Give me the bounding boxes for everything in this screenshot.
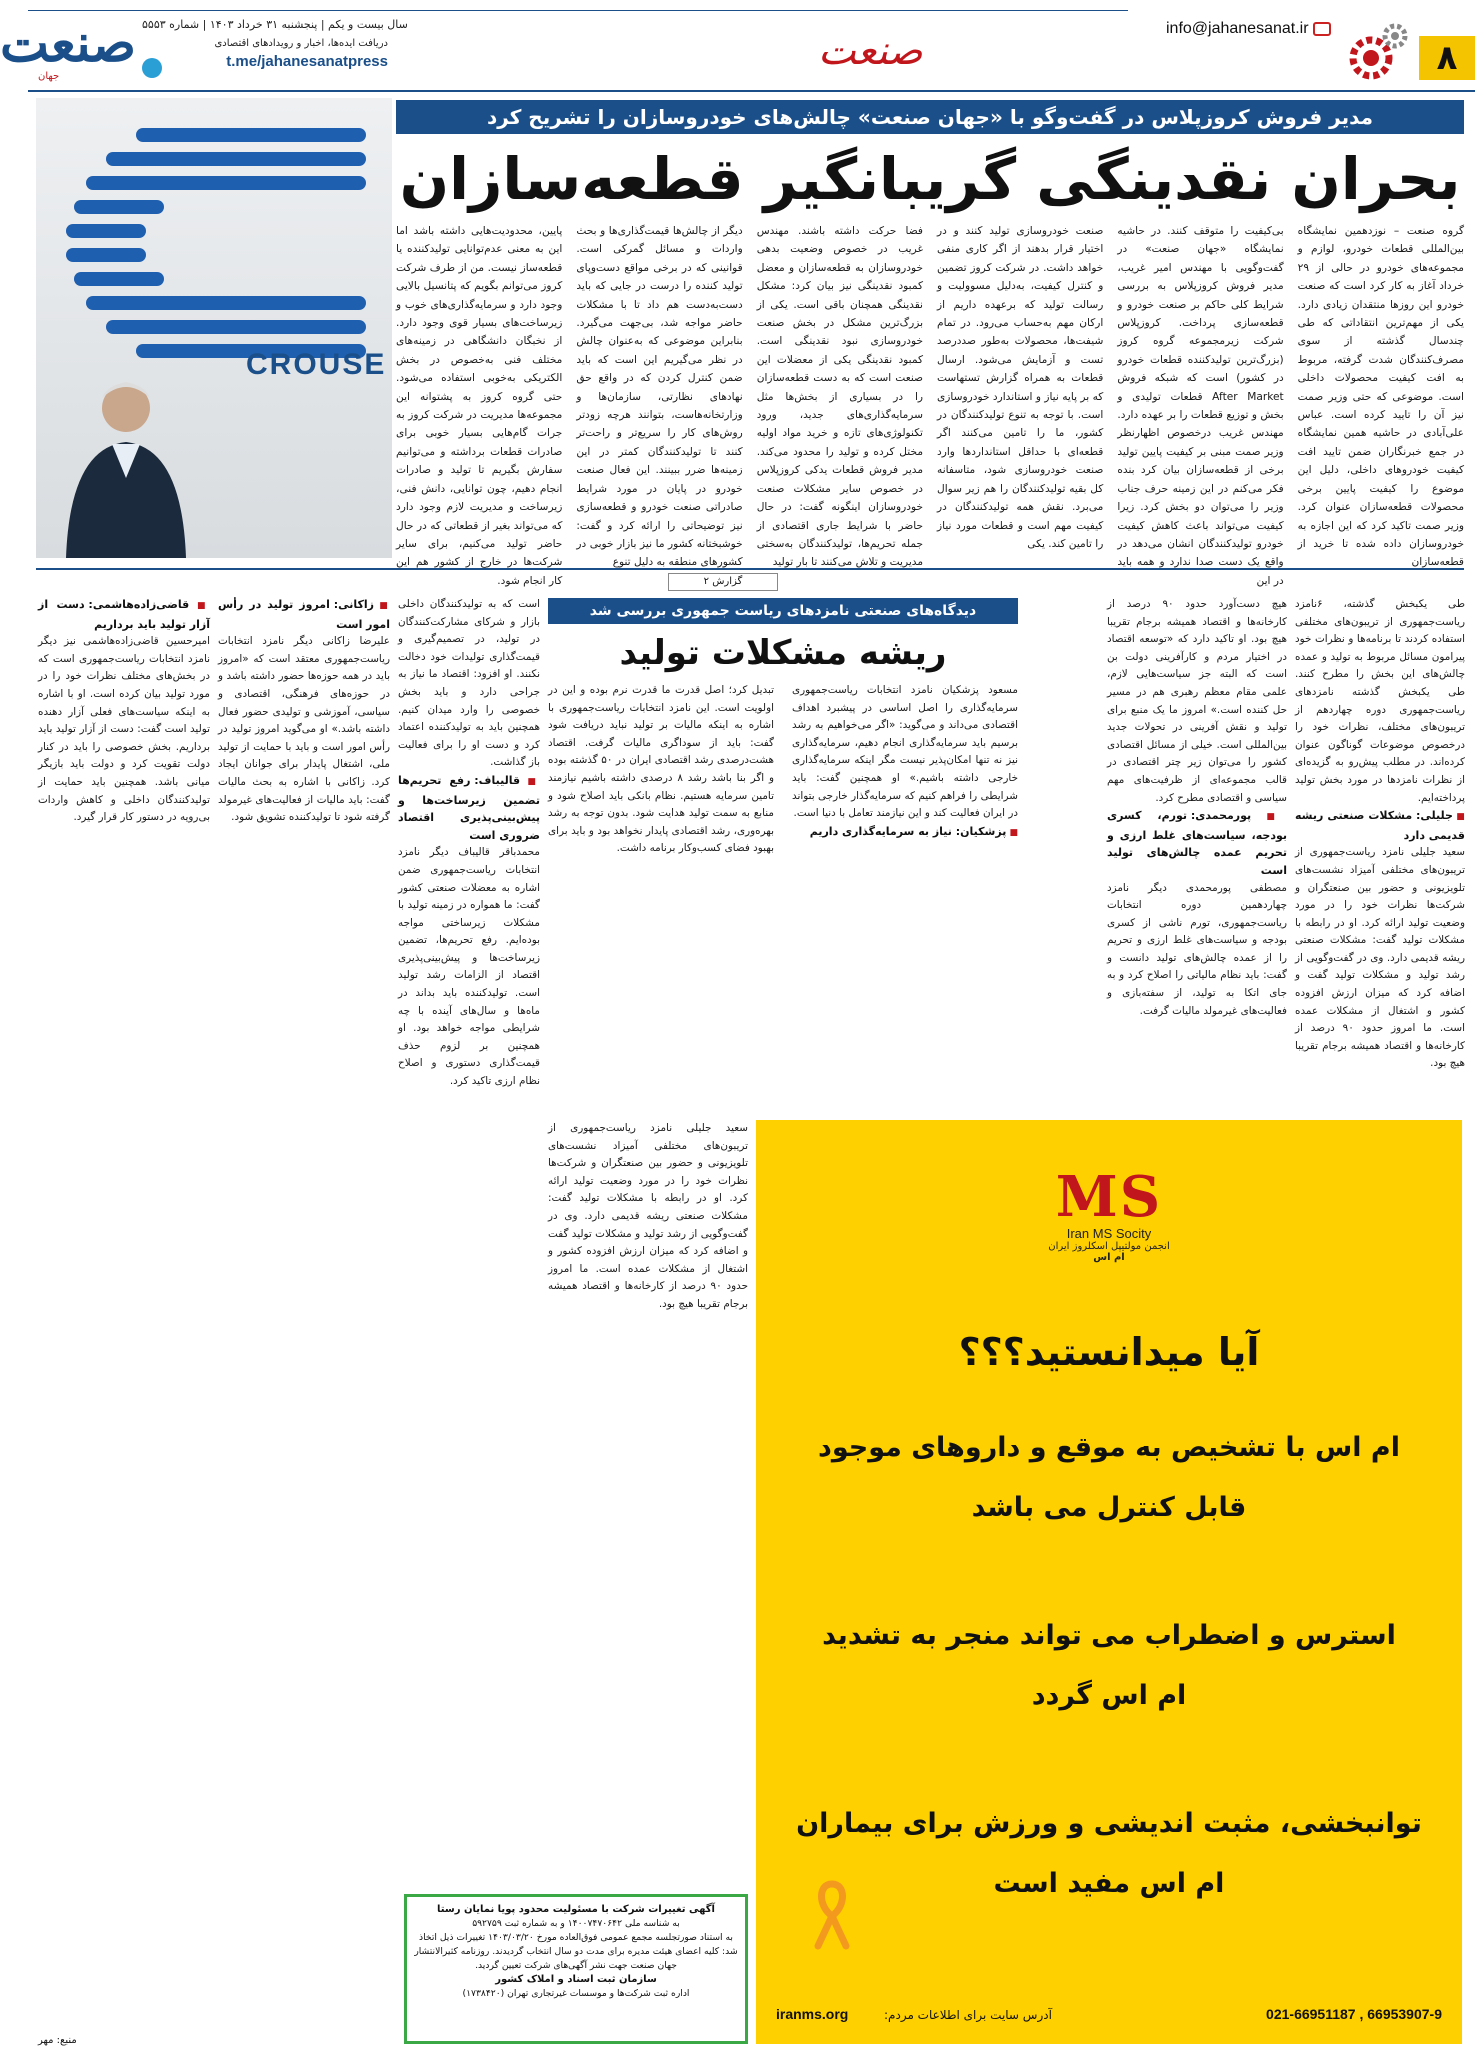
source-credit: منبع: مهر bbox=[38, 2035, 77, 2046]
ad-logo-fa2: ام اس bbox=[1093, 1252, 1125, 1263]
ad-logo bbox=[991, 1164, 1227, 1284]
notice-footer-1: سازمان ثبت اسناد و املاک کشور bbox=[495, 1974, 657, 1985]
paragraph: امیرحسین قاضی‌زاده‌هاشمی نیز دیگر نامزد انتخابات ریاست‌جمهوری است که در بخش‌های مختلف نظرات خود را در مورد تولید بیان کرده است. او با اشاره به اینکه سیاست‌های فعلی آزار دهنده تولید است گفت: دست از آزار تولید باید برداریم. بخش خصوصی را باید در کنار دولت تقویت کرد و دولت باید بازیگر میانی باشد. همچنین باید حمایت از تولیدکنندگان داخلی و کاهش واردات بی‌رویه در دستور کار قرار گیرد. bbox=[38, 635, 210, 824]
legal-notice bbox=[404, 1894, 748, 2044]
paragraph: علیرضا زاکانی دیگر نامزد انتخابات ریاست‌جمهوری معتقد است که «امروز باید در همه حوزه‌ها حضور داشته باشد و در حوزه‌های فرهنگی، اقتصادی و سیاسی، آموزشی و تولیدی حضور فعال داشته باشد.» او می‌گوید امروز تولید در رأس امور است و باید با حمایت از تولید ملی، اشتغال پایدار برای جوانان ایجاد کرد. زاکانی با اشاره به بحث مالیات گفت: باید مالیات از فعالیت‌های غیرمولد گرفته شود تا تولیدکننده تشویق شود. bbox=[218, 635, 390, 824]
ad-url[interactable]: iranms.org bbox=[776, 2006, 849, 2022]
email-contact[interactable] bbox=[1166, 20, 1335, 38]
page-header bbox=[0, 0, 1475, 92]
subhead-ghalibaf: ■ قالیباف: رفع تحریم‌ها تضمین زیرساخت‌ها و پیش‌بینی‌پذیری اقتصاد ضروری است bbox=[398, 772, 540, 844]
section-logo: صنعت bbox=[818, 28, 923, 74]
notice-footer-2: اداره ثبت شرکت‌ها و موسسات غیرتجاری تهران (۱۷۳۸۴۲۰) bbox=[462, 1988, 690, 1999]
paragraph: مسعود پزشکیان نامزد انتخابات ریاست‌جمهوری سرمایه‌گذاری را اصل اساسی در پیشبرد اهداف اقتصادی می‌داند و می‌گوید: «اگر می‌خواهیم به رشد برسیم باید سرمایه‌گذاری انجام دهیم، سرمایه‌گذاری نیز نه تنها امکان‌پذیر نیست مگر اینکه سرمایه‌گذاری خارجی داشته باشیم.» او همچنین گفت: باید شرایطی را فراهم کنیم که سرمایه‌گذار خارجی بتواند در ایران فعالیت کند و این نیازمند تعامل با دنیا است. bbox=[792, 684, 1018, 820]
subhead-pezeshkian: ■ پزشکیان: نیاز به سرمایه‌گذاری داریم bbox=[792, 823, 1018, 843]
telegram-link[interactable]: t.me/jahanesanatpress bbox=[226, 53, 388, 70]
masthead-logo: صنعت bbox=[0, 13, 136, 74]
ad-line-6: ام اس مفید است bbox=[993, 1868, 1225, 1899]
main-kicker: مدیر فروش کروزپلاس در گفت‌وگو با «جهان صنعت» چالش‌های خودروسازان را تشریح کرد bbox=[396, 100, 1464, 134]
telegram-desc: دریافت ایده‌ها، اخبار و رویدادهای اقتصادی bbox=[214, 38, 388, 49]
paragraph: سعید جلیلی نامزد ریاست‌جمهوری از تریبون‌های مختلفی آمیزاد نشست‌های تلویزیونی و حضور بین صنعتگران و شرکت‌ها نظرات خود را در مورد وضعیت تولید ارائه کرد. او در رابطه با مشکلات تولید گفت: مشکلات صنعتی ریشه قدیمی دارد. وی در گفت‌وگویی از رشد تولید و مشکلات تولید گفت و اضافه کرد که میزان ارزش افزوده کشور و اشتغال از مشکلات عمده است. ما امروز حدود ۹۰ درصد از کارخانه‌ها و اقتصاد همیشه برجام تقریبا هیچ بود. bbox=[1295, 846, 1465, 1070]
photo-sign-text: CROUSE bbox=[246, 348, 387, 381]
subhead-ghazizadeh: ■ قاضی‌زاده‌هاشمی: دست از آزار تولید باید برداریم bbox=[38, 596, 210, 633]
lower-column-1 bbox=[1295, 596, 1465, 1106]
subhead-pourmohammadi: ■ پورمحمدی: تورم، کسری بودجه، سیاست‌های غلط ارزی و تحریم عمده چالش‌های تولید است bbox=[1107, 807, 1287, 879]
notice-body: به استناد صورتجلسه مجمع عمومی فوق‌العاده مورخ ۱۴۰۳/۰۳/۲۰ تغییرات ذیل اتخاذ شد: کلیه اعضای هیئت مدیره برای مدت دو سال انتخاب گردیدند. روزنامه کثیرالانتشار جهان صنعت جهت نشر آگهی‌های شرکت تعیین گردید. bbox=[414, 1932, 738, 1971]
sub-kicker: دیدگاه‌های صنعتی نامزدهای ریاست جمهوری بررسی شد bbox=[548, 598, 1018, 624]
article-column-6: پایین، محدودیت‌هایی داشته باشد اما این به معنی عدم‌توانایی تولیدکننده یا قطعه‌ساز نیست. من از طرف شرکت کروز می‌توانم بگویم که پتانسیل بالایی وجود دارد و سرمایه‌گذاری‌های خوب و زیرساخت‌های بسیار قوی وجود دارد. از نخبگان دانشگاهی در زمینه‌های مختلف فنی به‌خصوص در بخش الکتریکی به‌خوبی استفاده می‌شود. حتی گروه کروز به پشتوانه این مجموعه‌ها مدیریت در شرکت کروز به جرات گام‌هایی بسیار خوبی برای صادرات قطعات برداشته و می‌توانیم سفارش بگیریم تا تولید و صادرات انجام دهیم، چون توانایی، دانش فنی، زیرساخت و مدیریت لازم وجود دارد که می‌تواند بغیر از قطعاتی که در حال حاضر تولید می‌کنیم، برای سایر شرکت‌ها در خارج از کشور هم این کار انجام شود. bbox=[396, 225, 563, 587]
ad-logo-en: Iran MS Socity bbox=[1066, 1226, 1152, 1241]
masthead bbox=[0, 13, 136, 84]
ad-logo-mark: MS bbox=[1055, 1164, 1163, 1230]
ad-line-3: استرس و اضطراب می تواند منجر به تشدید bbox=[822, 1620, 1396, 1651]
article-photo bbox=[36, 98, 392, 558]
ad-line-5: توانبخشی، مثبت اندیشی و ورزش برای بیماران bbox=[796, 1808, 1422, 1839]
article-column-3: صنعت خودروسازی تولید کنند و در اختیار قرار بدهند از اگر کاری منفی خواهد داشت. در شرکت کروز تضمین و کنترل کیفیت، به‌دلیل مسوولیت و رسالت تولید که برعهده داریم از ارکان مهم به‌حساب می‌رود. در تمام شیفت‌ها، محصولات به‌طور صددرصد تست و آزمایش می‌شود. ارسال قطعات به همراه گزارش تستهاست که بر پایه نیاز و استاندارد خودروسازی است. با توجه به تنوع تولیدکنندگان در کشور، ما را تامین می‌کنند اگر قطعه‌ای با حداقل استانداردها وارد صنعت خودروسازی شود، متاسفانه کل بقیه تولیدکنندگان را هم زیر سوال می‌برد. نقش همه تولیدکنندگان در کیفیت مهم است و قطعات مورد نیاز را تامین کند. یکی bbox=[937, 225, 1104, 550]
paragraph: محمدباقر قالیباف دیگر نامزد انتخابات ریاست‌جمهوری ضمن اشاره به معضلات صنعتی کشور گفت: ما همواره در زمینه تولید با مشکلات زیرساختی مواجه بوده‌ایم. رفع تحریم‌ها، تضمین زیرساخت‌ها و پیش‌بینی‌پذیری اقتصاد از الزامات رشد تولید است. تولیدکننده باید بداند در ماه‌ها و سال‌های آینده با چه شرایطی مواجه خواهد بود. او همچنین بر لزوم حذف قیمت‌گذاری دستوری و اصلاح نظام ارزی تاکید کرد. bbox=[398, 846, 540, 1088]
lower-column-2 bbox=[1107, 596, 1287, 1106]
lower-column-7 bbox=[548, 1120, 748, 1880]
paragraph: سعید جلیلی نامزد ریاست‌جمهوری از تریبون‌های مختلفی آمیزاد نشست‌های تلویزیونی و حضور بین صنعتگران و شرکت‌ها نظرات خود را در مورد وضعیت تولید ارائه کرد. او در رابطه با مشکلات تولید گفت: مشکلات صنعتی ریشه قدیمی دارد. وی در گفت‌وگویی از رشد تولید و مشکلات تولید گفت و اضافه کرد که میزان ارزش افزوده کشور و اشتغال از مشکلات عمده است. ما امروز حدود ۹۰ درصد از کارخانه‌ها و اقتصاد همیشه برجام تقریبا هیچ بود. bbox=[548, 1122, 748, 1310]
paragraph: طی یکبخش گذشته، ۶نامزد ریاست‌جمهوری از تریبون‌های مختلفی استفاده کردند تا برنامه‌ها و نظرات خود پیرامون مسائل مربوط به تولید و عمده چالش‌های این بخش را مطرح کنند. طی یکبخش گذشته نامزدهای ریاست‌جمهوری دوره چهاردهم از تریبون‌های مختلف، نظرات خود را درخصوص موضوعات گوناگون عنوان کرده‌اند. در مطلب پیش‌رو به گزیده‌ای از نظرات نامزدها در مورد بخش تولید پرداخته‌ایم. bbox=[1295, 598, 1465, 804]
page-number: ۸ bbox=[1419, 36, 1475, 80]
masthead-sub: جهان bbox=[38, 71, 60, 82]
lower-column-3b bbox=[792, 682, 1018, 1106]
lower-column-3 bbox=[548, 682, 774, 1106]
telegram-box[interactable] bbox=[142, 38, 388, 82]
subhead-zakani: ■ زاکانی: امروز تولید در رأس امور است bbox=[218, 596, 390, 633]
ad-question: آیا میدانستید؟؟؟ bbox=[958, 1330, 1260, 1374]
issue-info: سال بیست و یکم | پنجشنبه ۳۱ خرداد ۱۴۰۳ | شماره ۵۵۵۳ bbox=[142, 18, 408, 31]
lower-column-6 bbox=[38, 596, 210, 2036]
notice-title: آگهی تغییرات شرکت با مسئولیت محدود پویا نمایان رستا bbox=[437, 1904, 715, 1915]
paragraph: هیچ دست‌آورد حدود ۹۰ درصد از کارخانه‌ها و اقتصاد همیشه برجام تقریبا هیچ بود. او تاکید دارد که «توسعه اقتصاد در اختیار مردم و کارآفرینی دولت بن است که البته جز سیاست‌هایی لازم، علمی مقام معظم رهبری هم در مسیر حل کننده است.» امروز ما یک منبع برای تولید و نقش آفرینی در تحولات جدید بین‌المللی است. خیلی از مسائل اقتصادی کشور را می‌توان زیر چتر اقتصادی در قالب مجموعه‌ای از ظرفیت‌های مهم سیاسی و اقتصادی مطرح کرد. bbox=[1107, 598, 1287, 804]
paragraph: مصطفی پورمحمدی دیگر نامزد چهاردهمین دوره انتخابات ریاست‌جمهوری، تورم ناشی از کسری بودجه و سیاست‌های غلط ارزی و تحریم را از عمده چالش‌های تولید دانست و گفت: باید نظام مالیاتی را اصلاح کرد و به جای اتکا به تولید، از سفته‌بازی و فعالیت‌های غیرمولد مالیات گرفت. bbox=[1107, 881, 1287, 1017]
awareness-ribbon-icon bbox=[812, 1880, 852, 1950]
mail-icon bbox=[1313, 22, 1331, 36]
ad-phones: 021-66951187 , 66953907-9 bbox=[1266, 2006, 1442, 2022]
report-tag: گزارش ۲ bbox=[668, 573, 778, 591]
ad-line-2: قابل کنترل می باشد bbox=[971, 1492, 1247, 1523]
ad-footer bbox=[756, 2002, 1462, 2030]
header-rule bbox=[28, 10, 1128, 11]
telegram-icon bbox=[142, 58, 162, 78]
main-headline: بحران نقدینگی گریبانگیر قطعه‌سازان bbox=[399, 145, 1461, 213]
ad-line-4: ام اس گردد bbox=[1031, 1680, 1187, 1711]
lower-column-4 bbox=[398, 596, 540, 1886]
person-figure bbox=[56, 368, 196, 558]
article-column-4: فضا حرکت داشته باشند. مهندس غریب در خصوص وضعیت بدهی خودروسازان به قطعه‌سازان و معضل کمبود نقدینگی نیز بیان کرد: مشکل نقدینگی همچنان باقی است. یکی از بزرگ‌ترین مشکل در بخش صنعت خودروسازی نبود نقدینگی است. کمبود نقدینگی یکی از معضلات این صنعت است که به دست قطعه‌سازان را در بسیاری از بخش‌ها مثل سرمایه‌گذاری‌های جدید، ورود تکنولوژی‌های تازه و خرید مواد اولیه مختل کرده و تولید را محدود می‌کند. مدیر فروش قطعات یدکی کروزپلاس در خصوص سایر مشکلات صنعت خودروسازان اینگونه گفت: در حال حاضر با شرایط جاری اقتصادی از جمله تحریم‌ها، تولیدکنندگان به‌سختی مدیریت و تلاش می‌کنند تا بار تولید bbox=[756, 225, 924, 569]
article-column-2: بی‌کیفیت را متوقف کنند. در حاشیه نمایشگاه «جهان صنعت» در گفت‌وگویی با مهندس امیر غریب، مدیر فروش کروزپلاس به بررسی شرایط کلی حاکم بر صنعت خودرو و قطعه‌سازی پرداخت. کروزپلاس شرکت زیرمجموعه گروه کروز (بزرگ‌ترین تولیدکننده قطعات خودرو در کشور) است که شبکه فروش After Market قطعات تولیدی و بخش و توزیع قطعات را بر عهده دارد. مهندس غریب درخصوص اظهارنظر وزیر صمت مبنی بر کیفیت پایین تولید برخی از قطعه‌سازان بیان کرد بنده فکر می‌کنم در این زمینه حرف جناب وزیر را می‌توان دو بخش کرد. زیرا کیفیت می‌تواند باعث کاهش کیفیت خودرو تولیدکنندگان انشان می‌دهد در واقع یک دست صدا ندارد و همه باید در این bbox=[1117, 225, 1284, 587]
article-column-5: دیگر از چالش‌ها قیمت‌گذاری‌ها و بحث واردات و مسائل گمرکی است. قوانینی که در برخی مواقع دست‌وپای تولید کننده را درست در جایی که باید دست‌به‌دست هم داد تا با مشکلات حاضر مواجه شد، بی‌جهت می‌گیرد. بنابراین موضوعی که به‌عنوان چالش در نظر می‌گیریم این است که باید ضمن کنترل کردن که در واقع حق نهادهای نظارتی، سازمان‌ها و وزارتخانه‌هاست، بتوانند هرچه زودتر روش‌های کار را سریع‌تر و راحت‌تر کنند تا تولیدکنندگان کمتر در این زمینه‌ها ضرر ببینند. این فعال صنعت خودرو در پایان در مورد شرایط صادراتی صنعت خودرو و قطعه‌سازی نیز توضیحاتی را ارائه کرد و گفت: خوشبختانه کشور ما نیز بازار خوبی در کشورهای منطقه به دلیل تنوع bbox=[576, 225, 743, 569]
email-text: info@jahanesanat.ir bbox=[1165, 20, 1309, 37]
article-column-1: گروه صنعت – نوزدهمین نمایشگاه بین‌المللی قطعات خودرو، لوازم و مجموعه‌های خودرو در حالی از ۲۹ خرداد آغاز به کار کرد است که صنعت خودرو این روزها منتقدان زیادی دارد. یکی از مهم‌ترین انتقاداتی که طی چندسال گذشته از سوی مصرف‌کنندگان شدت گرفته، مربوط به افت کیفیت محصولات داخلی است. موضوعی که حتی وزیر صمت نیز آن را تایید کرده است. عباس علی‌آبادی در حاشیه همین نمایشگاه در جمع خبرنگاران ضمن تایید افت کیفیت خودروهای داخلی، دلیل این موضوع را کیفیت پایین برخی محصولات قطعه‌سازان عنوان کرد. وزیر صمت تاکید کرد که این اجازه به خودروسازان داده شده تا خرید از قطعه‌سازان bbox=[1297, 225, 1464, 569]
paragraph: تبدیل کرد؛ اصل قدرت ما قدرت نرم بوده و این در اولویت است. این نامزد انتخابات ریاست‌جمهوری با اشاره به اینکه مالیات بر تولید نباید دریافت شود گفت: باید از سوداگری مالیات گرفت. اقتصاد هشت‌درصدی رشد اقتصادی ایران در ۵۰ گذشته بوده و اگر بنا باشد رشد ۸ درصدی داشته باشیم نیازمند تامین سرمایه هستیم. نظام بانکی باید اصلاح شود و منابع به سمت تولید هدایت شود. بدون توجه به رشد بهره‌وری، رشد اقتصادی پایدار نخواهد بود و باید برای بهبود فضای کسب‌وکار برنامه داشت. bbox=[548, 684, 774, 855]
paragraph: است که به تولیدکنندگان داخلی بازار و شرکای مشارکت‌کنندگان در تولید، در تصمیم‌گیری و قیمت‌گذاری تولیدات خود دخالت نکنند. او افزود: اقتصاد ما نیاز به جراحی دارد و باید بخش خصوصی را وارد میدان کنیم. همچنین باید به تولیدکننده اعتماد کرد و دست او را برای فعالیت باز گذاشت. bbox=[398, 598, 540, 769]
ad-site-label: آدرس سایت برای اطلاعات مردم: bbox=[884, 2008, 1052, 2022]
subhead-jalili: ■ جلیلی: مشکلات صنعتی ریشه قدیمی دارد bbox=[1295, 807, 1465, 844]
sub-headline: ریشه مشکلات تولید bbox=[619, 633, 947, 673]
ad-line-1: ام اس با تشخیص به موقع و داروهای موجود bbox=[818, 1432, 1400, 1463]
crouse-logo-graphic bbox=[46, 118, 376, 378]
gears-icon bbox=[1341, 18, 1411, 88]
lower-column-5 bbox=[218, 596, 390, 2036]
ad-logo-fa: انجمن مولتیپل اسکلروز ایران bbox=[1048, 1241, 1170, 1252]
ms-society-ad bbox=[756, 1120, 1462, 2044]
notice-line: به شناسه ملی ۱۴۰۰۷۴۷۰۶۴۲ و به شماره ثبت ۵۹۲۷۵۹ bbox=[472, 1918, 680, 1929]
